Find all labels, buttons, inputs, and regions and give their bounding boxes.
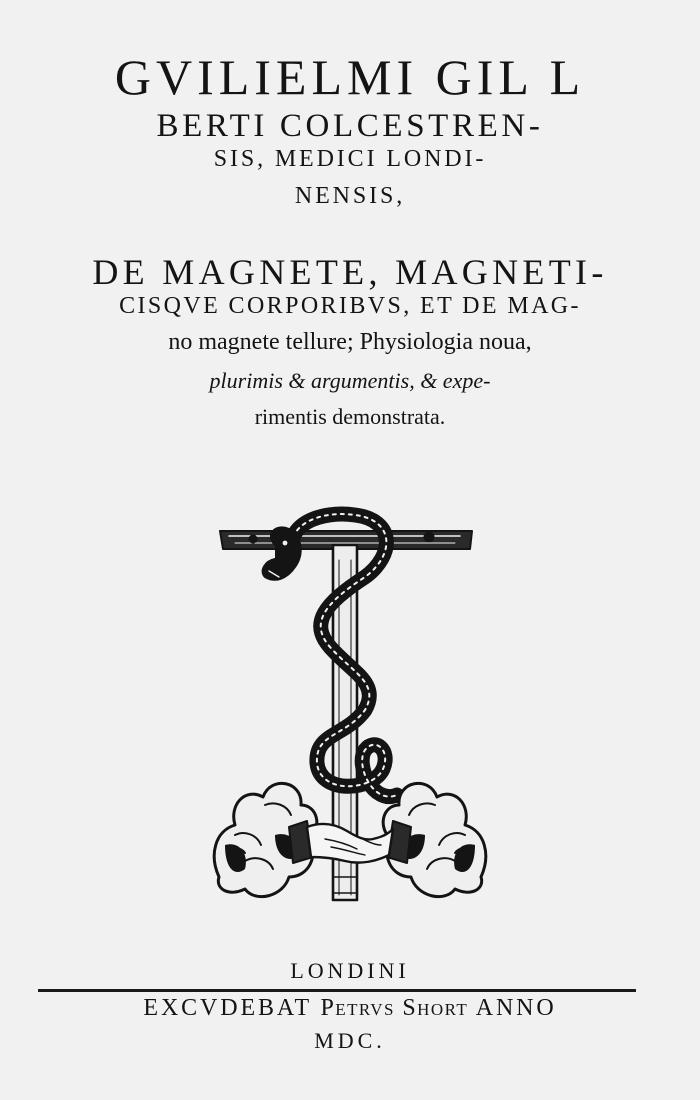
work-title-line-3: no magnete tellure; Physiologia noua,	[168, 329, 532, 355]
work-title-line-4: plurimis & argumentis, & expe-	[209, 368, 491, 393]
imprint-printer-line	[0, 996, 700, 1020]
work-title-line-2: CISQVE CORPORIBVS, ET DE MAG-	[119, 293, 581, 319]
imprint-rule	[38, 989, 636, 992]
author-line-3: SIS, MEDICI LONDI-	[213, 146, 487, 172]
author-line-1: GVILIELMI GIL L	[114, 49, 586, 105]
serpent-staff-handshake-icon	[205, 505, 495, 910]
work-title-line-5: rimentis demonstrata.	[254, 404, 446, 429]
author-line-4: NENSIS,	[294, 183, 406, 209]
imprint-printer-name: Petrvs Short	[320, 995, 469, 1021]
imprint-excudebat: EXCVDEBAT	[143, 995, 312, 1021]
imprint-anno: ANNO	[475, 995, 557, 1021]
imprint-year: MDC.	[314, 1028, 386, 1053]
work-title-line-1: DE MAGNETE, MAGNETI-	[92, 252, 608, 292]
author-line-2: BERTI COLCESTREN-	[156, 108, 544, 144]
imprint-place: LONDINI	[290, 958, 410, 983]
